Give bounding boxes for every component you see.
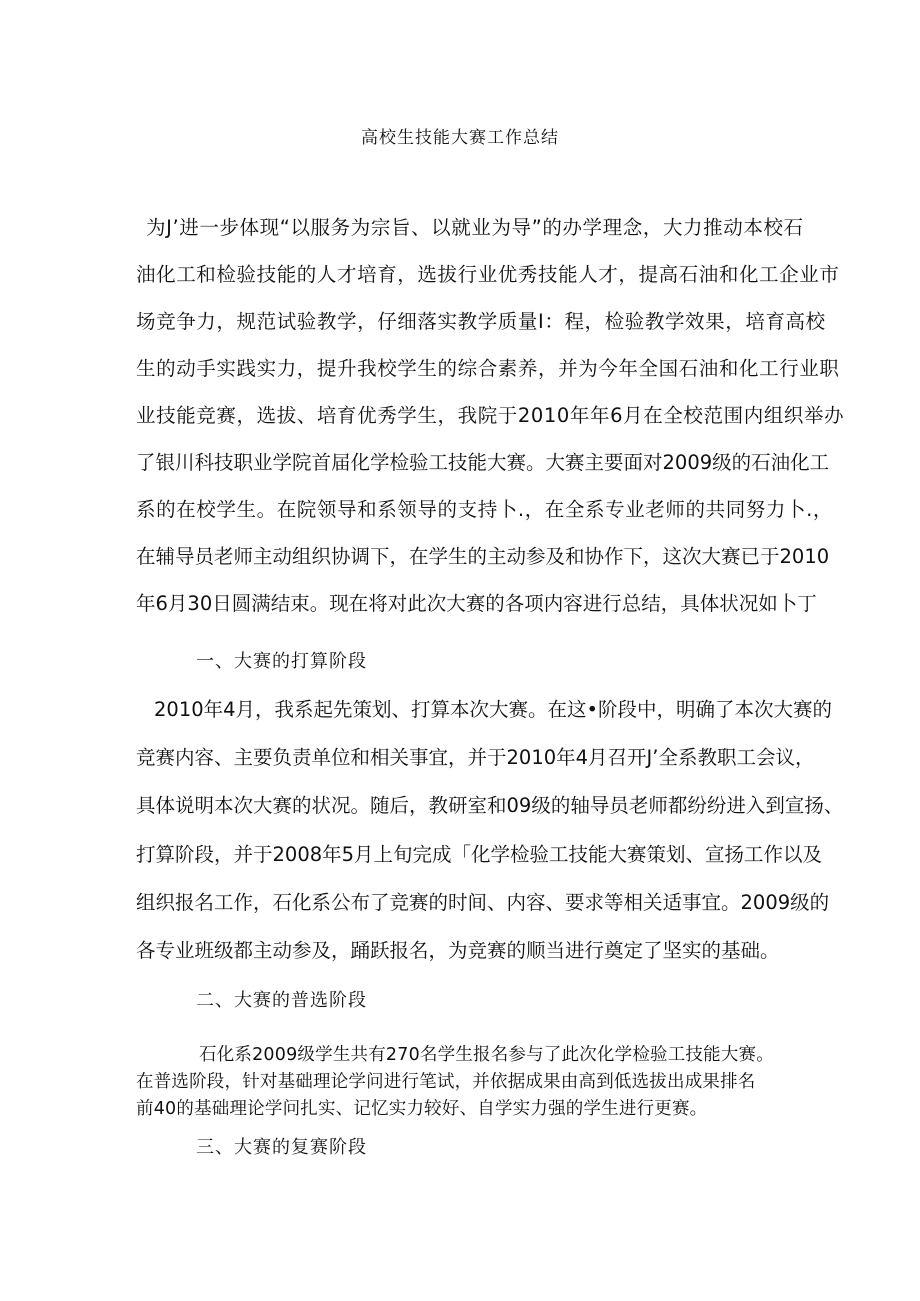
section-2-line: 在普选阶段，针对基础理论学问进行笔试，并依据成果由高到低选拔出成果排名 bbox=[136, 1072, 756, 1092]
intro-line: 系的在校学生。在院领导和系领导的支持卜.，在全系专业老师的共同努力卜.， bbox=[136, 498, 833, 521]
intro-line: 业技能竞赛，选拔、培育优秀学生，我院于2010年年6月在全校范围内组织举办 bbox=[136, 404, 845, 427]
intro-line: 油化工和检验技能的人才培育，选拔行业优秀技能人才，提高石油和化工企业市 bbox=[136, 263, 840, 286]
section-1-line: 竞赛内容、主要负责单位和相关事宜，并于2010年4月召开J’全系教职工会议， bbox=[136, 746, 815, 769]
section-1-line: 打算阶段，并于2008年5月上旬完成「化学检验工技能大赛策划、宣扬工作以及 bbox=[136, 843, 823, 866]
section-1-line: 组织报名工作，石化系公布了竞赛的时间、内容、要求等相关适事宜。2009级的 bbox=[136, 891, 830, 914]
section-heading-3: 三、大赛的复赛阶段 bbox=[196, 1137, 367, 1158]
intro-line: 年6月30日圆满结束。现在将对此次大赛的各项内容进行总结，具体状况如卜丁 bbox=[136, 592, 817, 615]
section-heading-2: 二、大赛的普选阶段 bbox=[196, 990, 367, 1011]
section-2-line: 石化系2009级学生共有270名学生报名参与了此次化学检验工技能大赛。 bbox=[199, 1045, 774, 1065]
document-title: 高校生技能大赛工作总结 bbox=[361, 128, 559, 148]
intro-line: 生的动手实践实力，提升我校学生的综合素养，并为今年全国石油和化工行业职 bbox=[136, 357, 840, 380]
section-2-line: 前40的基础理论学问扎实、记忆实力较好、自学实力强的学生进行更赛。 bbox=[136, 1099, 708, 1119]
section-1-line: 各专业班级都主动参及，踊跃报名，为竞赛的顺当进行奠定了坚实的基础。 bbox=[136, 939, 780, 962]
intro-line: 场竞争力，规范试验教学，仔细落实教学质量I：程，检验教学效果，培育高校 bbox=[136, 310, 826, 333]
intro-line: 在辅导员老师主动组织协调下，在学生的主动参及和协作下，这次大赛已于2010 bbox=[136, 545, 830, 568]
section-1-line: 2010年4月，我系起先策划、打算本次大赛。在这•阶段中，明确了本次大赛的 bbox=[154, 698, 833, 721]
section-1-line: 具体说明本次大赛的状况。随后，教研室和09级的轴导员老师都纷纷进入到宣扬、 bbox=[136, 794, 844, 817]
intro-line: 为J’进一步体现“以服务为宗旨、以就业为导”的办学理念，大力推动本校石 bbox=[146, 216, 804, 239]
intro-line: 了银川科技职业学院首届化学检验工技能大赛。大赛主要面对2009级的石油化工 bbox=[136, 451, 830, 474]
section-heading-1: 一、大赛的打算阶段 bbox=[196, 651, 367, 672]
